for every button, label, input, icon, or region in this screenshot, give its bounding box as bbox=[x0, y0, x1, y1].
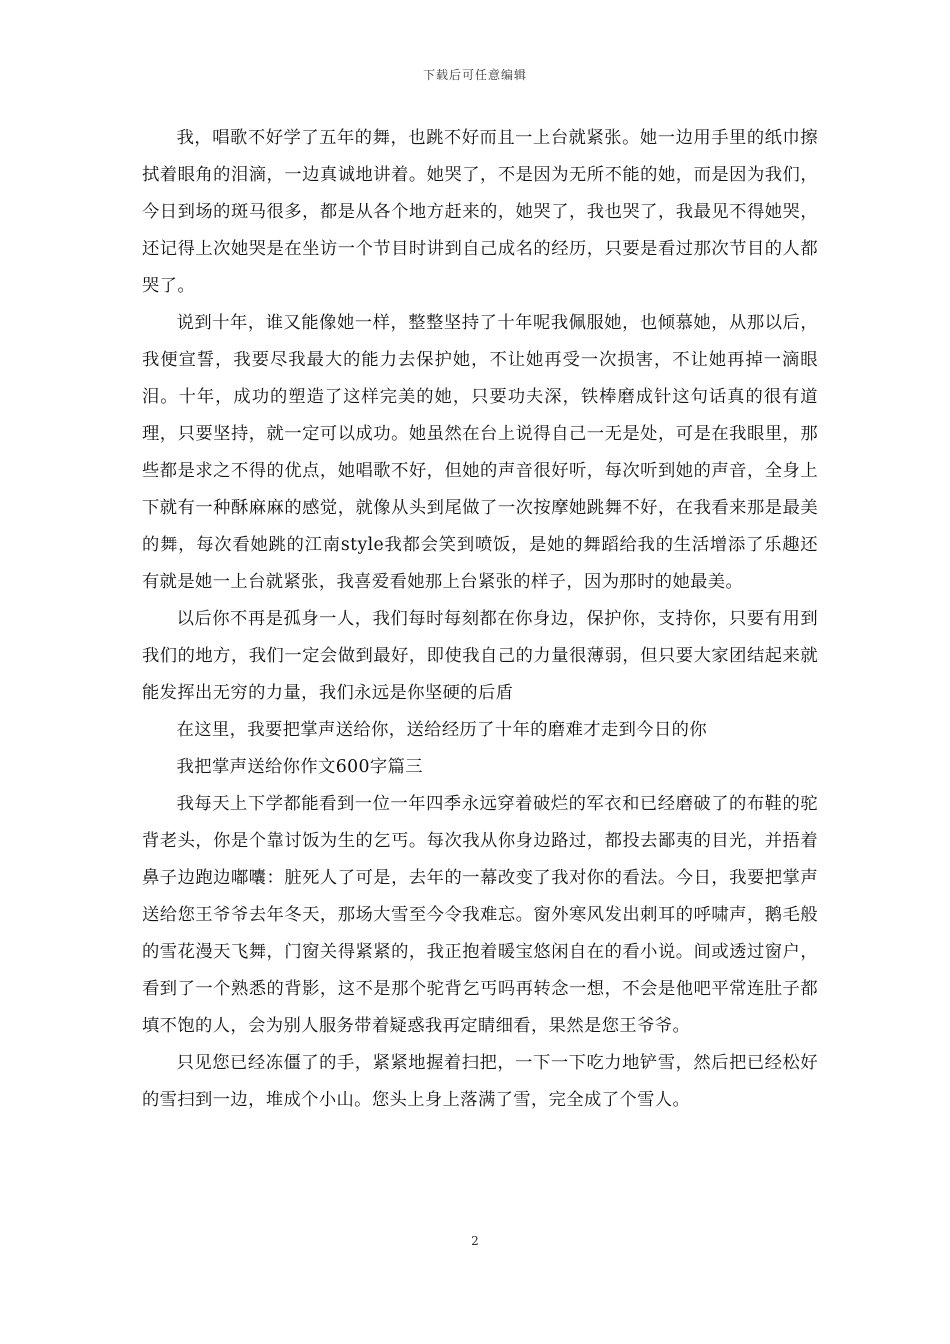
paragraph-1: 我，唱歌不好学了五年的舞，也跳不好而且一上台就紧张。她一边用手里的纸巾擦拭着眼角的泪滴，一边真诚地讲着。她哭了，不是因为无所不能的她，而是因为我们，今日到场的斑马很多，都是从各个地方赶来的，她哭了，我也哭了，我最见不得她哭，还记得上次她哭是在坐访一个节目时讲到自己成名的经历，只要是看过那次节目的人都哭了。 bbox=[142, 128, 818, 296]
section-heading: 我把掌声送给你作文600字篇三 bbox=[176, 757, 423, 777]
paragraph-5: 我每天上下学都能看到一位一年四季永远穿着破烂的军衣和已经磨破了的布鞋的驼背老头，你是个靠讨饭为生的乞丐。每次我从你身边路过，都投去鄙夷的目光，并捂着鼻子边跑边嘟囔：脏死人了可是，去年的一幕改变了我对你的看法。今日，我要把掌声送给您王爷爷去年冬天，那场大雪至今令我难忘。窗外寒风发出刺耳的呼啸声，鹅毛般的雪花漫天飞舞，门窗关得紧紧的，我正抱着暖宝悠闲自在的看小说。间或透过窗户，看到了一个熟悉的背影，这不是那个驼背乞丐吗再转念一想，不会是他吧平常连肚子都填不饱的人，会为别人服务带着疑惑我再定睛细看，果然是您王爷爷。 bbox=[142, 794, 818, 1036]
paragraph-6: 只见您已经冻僵了的手，紧紧地握着扫把，一下一下吃力地铲雪，然后把已经松好的雪扫到一边，堆成个小山。您头上身上落满了雪，完全成了个雪人。 bbox=[142, 1053, 818, 1110]
paragraph-2: 说到十年，谁又能像她一样，整整坚持了十年呢我佩服她，也倾慕她，从那以后，我便宣誓，我要尽我最大的能力去保护她，不让她再受一次损害，不让她再掉一滴眼泪。十年，成功的塑造了这样完美的她，只要功夫深，铁棒磨成针这句话真的很有道理，只要坚持，就一定可以成功。她虽然在台上说得自己一无是处，可是在我眼里，那些都是求之不得的优点，她唱歌不好，但她的声音很好听，每次听到她的声音，全身上下就有一种酥麻麻的感觉，就像从头到尾做了一次按摩她跳舞不好，在我看来那是最美的舞，每次看她跳的江南style我都会笑到喷饭，是她的舞蹈给我的生活增添了乐趣还有就是她一上台就紧张，我喜爱看她那上台紧张的样子，因为那时的她最美。 bbox=[142, 313, 818, 592]
page-header: 下载后可任意编辑 bbox=[422, 68, 527, 82]
page-number: 2 bbox=[471, 1234, 479, 1248]
paragraph-3: 以后你不再是孤身一人，我们每时每刻都在你身边，保护你，支持你，只要有用到我们的地方，我们一定会做到最好，即使我自己的力量很薄弱，但只要大家团结起来就能发挥出无穷的力量，我们永远是你坚硬的后盾 bbox=[142, 609, 818, 703]
document-body bbox=[142, 120, 818, 1119]
paragraph-4: 在这里，我要把掌声送给你，送给经历了十年的磨难才走到今日的你 bbox=[176, 720, 708, 740]
